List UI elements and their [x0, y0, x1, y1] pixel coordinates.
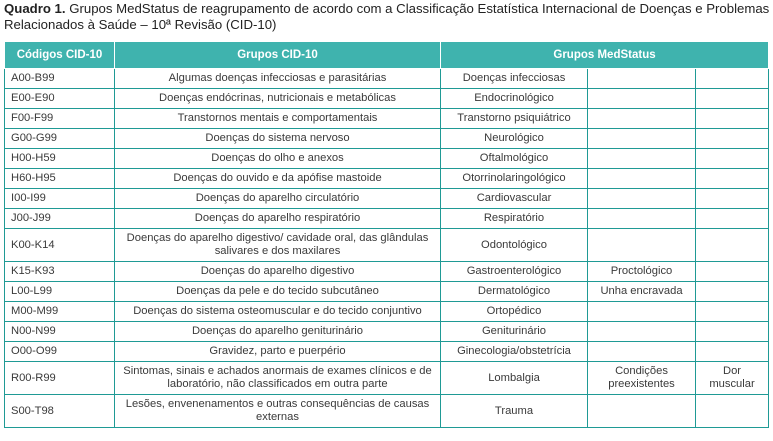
medstatus-cell-2 — [588, 342, 696, 362]
code-cell: N00-N99 — [5, 322, 115, 342]
code-cell: R00-R99 — [5, 362, 115, 395]
table-row — [5, 129, 769, 149]
medstatus-cell-3 — [696, 209, 769, 229]
medstatus-cell-1: Neurológico — [441, 129, 588, 149]
code-cell: F00-F99 — [5, 109, 115, 129]
medstatus-cell-3 — [696, 169, 769, 189]
medstatus-cell-2: Condições preexistentes — [588, 362, 696, 395]
code-cell: A00-B99 — [5, 69, 115, 89]
medstatus-cell-2 — [588, 209, 696, 229]
table-row — [5, 189, 769, 209]
group-cell: Doenças do aparelho respiratório — [115, 209, 441, 229]
medstatus-cell-2 — [588, 189, 696, 209]
medstatus-cell-3 — [696, 395, 769, 428]
table-row — [5, 229, 769, 262]
medstatus-cell-1: Dermatológico — [441, 282, 588, 302]
medstatus-cell-3 — [696, 89, 769, 109]
group-cell: Doenças endócrinas, nutricionais e metabólicas — [115, 89, 441, 109]
cid10-medstatus-table — [4, 41, 769, 428]
medstatus-cell-3 — [696, 262, 769, 282]
code-cell: E00-E90 — [5, 89, 115, 109]
header-groups: Grupos CID-10 — [115, 42, 441, 69]
table-row — [5, 169, 769, 189]
medstatus-cell-1: Otorrinolaringológico — [441, 169, 588, 189]
code-cell: K00-K14 — [5, 229, 115, 262]
medstatus-cell-1: Doenças infecciosas — [441, 69, 588, 89]
code-cell: L00-L99 — [5, 282, 115, 302]
code-cell: J00-J99 — [5, 209, 115, 229]
medstatus-cell-2 — [588, 149, 696, 169]
medstatus-cell-3 — [696, 229, 769, 262]
table-row — [5, 282, 769, 302]
table-row — [5, 342, 769, 362]
medstatus-cell-2: Unha encravada — [588, 282, 696, 302]
medstatus-cell-1: Endocrinológico — [441, 89, 588, 109]
medstatus-cell-1: Ginecologia/obstetrícia — [441, 342, 588, 362]
group-cell: Gravidez, parto e puerpério — [115, 342, 441, 362]
medstatus-cell-2 — [588, 395, 696, 428]
table-row — [5, 362, 769, 395]
table-row — [5, 69, 769, 89]
medstatus-cell-1: Odontológico — [441, 229, 588, 262]
group-cell: Doenças do ouvido e da apófise mastoide — [115, 169, 441, 189]
medstatus-cell-1: Trauma — [441, 395, 588, 428]
table-row — [5, 109, 769, 129]
code-cell: M00-M99 — [5, 302, 115, 322]
code-cell: K15-K93 — [5, 262, 115, 282]
medstatus-cell-3 — [696, 129, 769, 149]
code-cell: I00-I99 — [5, 189, 115, 209]
medstatus-cell-3 — [696, 149, 769, 169]
caption-label: Quadro 1. — [4, 1, 66, 16]
table-header-row — [5, 42, 769, 69]
medstatus-cell-2: Proctológico — [588, 262, 696, 282]
medstatus-cell-3 — [696, 342, 769, 362]
medstatus-cell-2 — [588, 302, 696, 322]
table-row — [5, 89, 769, 109]
medstatus-cell-3 — [696, 189, 769, 209]
caption-text: Grupos MedStatus de reagrupamento de acordo com a Classificação Estatística Internacional de Doenças e Problemas Relacionados à Saúde – 10ª Revisão (CID-10) — [4, 1, 770, 32]
group-cell: Sintomas, sinais e achados anormais de exames clínicos e de laboratório, não classificados em outra parte — [115, 362, 441, 395]
group-cell: Doenças do olho e anexos — [115, 149, 441, 169]
group-cell: Doenças do aparelho circulatório — [115, 189, 441, 209]
medstatus-cell-3 — [696, 282, 769, 302]
group-cell: Transtornos mentais e comportamentais — [115, 109, 441, 129]
medstatus-cell-3: Dor muscular — [696, 362, 769, 395]
medstatus-cell-3 — [696, 69, 769, 89]
code-cell: G00-G99 — [5, 129, 115, 149]
medstatus-cell-1: Ortopédico — [441, 302, 588, 322]
group-cell: Doenças do aparelho digestivo/ cavidade oral, das glândulas salivares e dos maxilares — [115, 229, 441, 262]
medstatus-cell-2 — [588, 322, 696, 342]
medstatus-cell-1: Oftalmológico — [441, 149, 588, 169]
code-cell: H00-H59 — [5, 149, 115, 169]
medstatus-cell-2 — [588, 69, 696, 89]
group-cell: Doenças do aparelho digestivo — [115, 262, 441, 282]
medstatus-cell-1: Respiratório — [441, 209, 588, 229]
code-cell: S00-T98 — [5, 395, 115, 428]
group-cell: Doenças do sistema osteomuscular e do tecido conjuntivo — [115, 302, 441, 322]
medstatus-cell-1: Geniturinário — [441, 322, 588, 342]
medstatus-cell-2 — [588, 169, 696, 189]
table-row — [5, 209, 769, 229]
medstatus-cell-1: Lombalgia — [441, 362, 588, 395]
table-row — [5, 322, 769, 342]
group-cell: Algumas doenças infecciosas e parasitárias — [115, 69, 441, 89]
table-caption — [4, 1, 770, 33]
medstatus-cell-3 — [696, 109, 769, 129]
medstatus-cell-2 — [588, 109, 696, 129]
table-row — [5, 395, 769, 428]
medstatus-cell-2 — [588, 229, 696, 262]
medstatus-cell-2 — [588, 89, 696, 109]
group-cell: Lesões, envenenamentos e outras consequências de causas externas — [115, 395, 441, 428]
medstatus-cell-1: Transtorno psiquiátrico — [441, 109, 588, 129]
medstatus-cell-3 — [696, 302, 769, 322]
group-cell: Doenças do sistema nervoso — [115, 129, 441, 149]
medstatus-cell-3 — [696, 322, 769, 342]
medstatus-cell-1: Gastroenterológico — [441, 262, 588, 282]
code-cell: H60-H95 — [5, 169, 115, 189]
header-medstatus: Grupos MedStatus — [441, 42, 769, 69]
group-cell: Doenças do aparelho geniturinário — [115, 322, 441, 342]
code-cell: O00-O99 — [5, 342, 115, 362]
group-cell: Doenças da pele e do tecido subcutâneo — [115, 282, 441, 302]
header-codes: Códigos CID-10 — [5, 42, 115, 69]
table-row — [5, 302, 769, 322]
table-row — [5, 149, 769, 169]
medstatus-cell-1: Cardiovascular — [441, 189, 588, 209]
medstatus-cell-2 — [588, 129, 696, 149]
table-body — [5, 69, 769, 428]
table-row — [5, 262, 769, 282]
